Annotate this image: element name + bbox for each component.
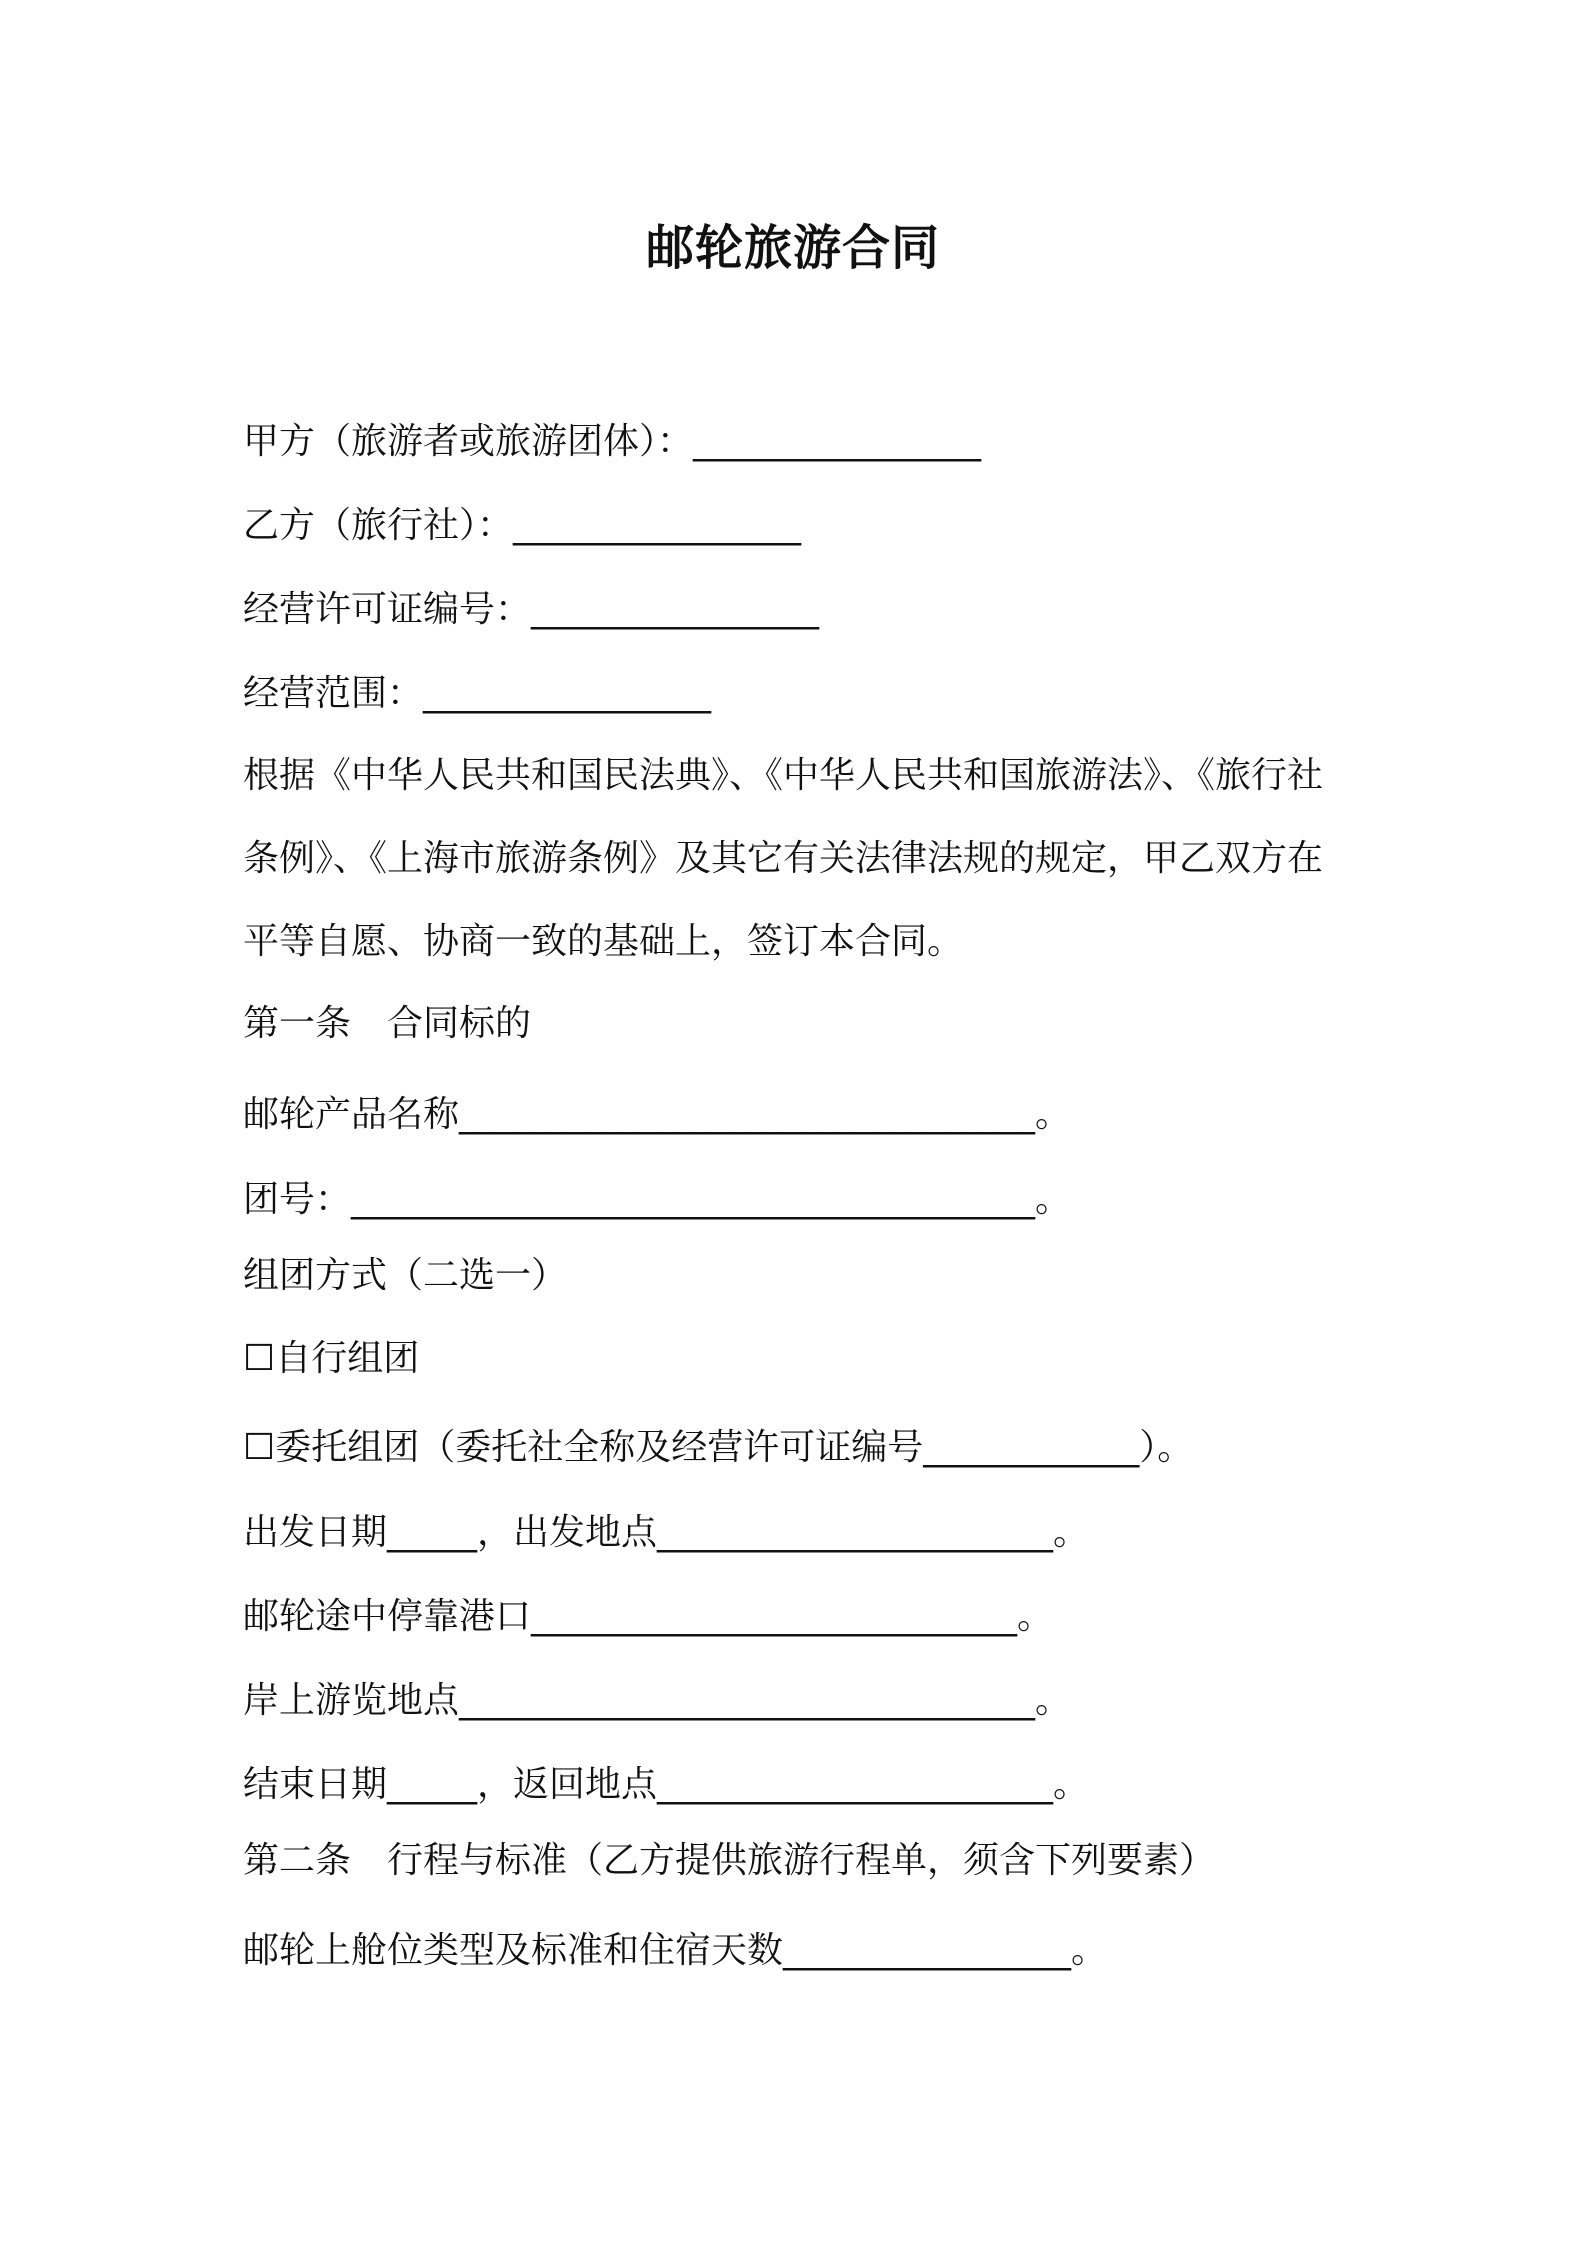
preamble-line-1: 根据《中华人民共和国民法典》、《中华人民共和国旅游法》、《旅行社 (243, 755, 1324, 796)
article-1-heading: 第一条 合同标的 (243, 1003, 532, 1044)
party-b-line: 乙方（旅行社）：________________ (243, 505, 802, 546)
cabin-standard-line: 邮轮上舱位类型及标准和住宿天数________________。 (243, 1930, 1108, 1971)
product-name-line: 邮轮产品名称________________________________。 (243, 1094, 1072, 1135)
return-line: 结束日期_____，返回地点______________________。 (243, 1764, 1090, 1805)
license-number-line: 经营许可证编号：________________ (243, 589, 820, 630)
ports-of-call-line: 邮轮途中停靠港口___________________________。 (243, 1596, 1054, 1637)
entrusted-option: ☐委托组团（委托社全称及经营许可证编号____________）。 (243, 1427, 1194, 1468)
article-2-heading: 第二条 行程与标准（乙方提供旅游行程单，须含下列要素） (243, 1840, 1216, 1881)
group-mode-heading: 组团方式（二选一） (243, 1255, 568, 1296)
departure-line: 出发日期_____，出发地点______________________。 (243, 1512, 1090, 1553)
document-title: 邮轮旅游合同 (645, 220, 940, 276)
shore-excursion-line: 岸上游览地点________________________________。 (243, 1680, 1072, 1721)
preamble-line-2: 条例》、《上海市旅游条例》及其它有关法律法规的规定，甲乙双方在 (243, 838, 1324, 879)
self-organized-option: ☐自行组团 (243, 1338, 420, 1379)
party-a-line: 甲方（旅游者或旅游团体）：________________ (243, 421, 982, 462)
group-number-line: 团号：______________________________________。 (243, 1179, 1072, 1220)
business-scope-line: 经营范围：________________ (243, 673, 712, 714)
preamble-line-3: 平等自愿、协商一致的基础上，签订本合同。 (243, 921, 964, 962)
